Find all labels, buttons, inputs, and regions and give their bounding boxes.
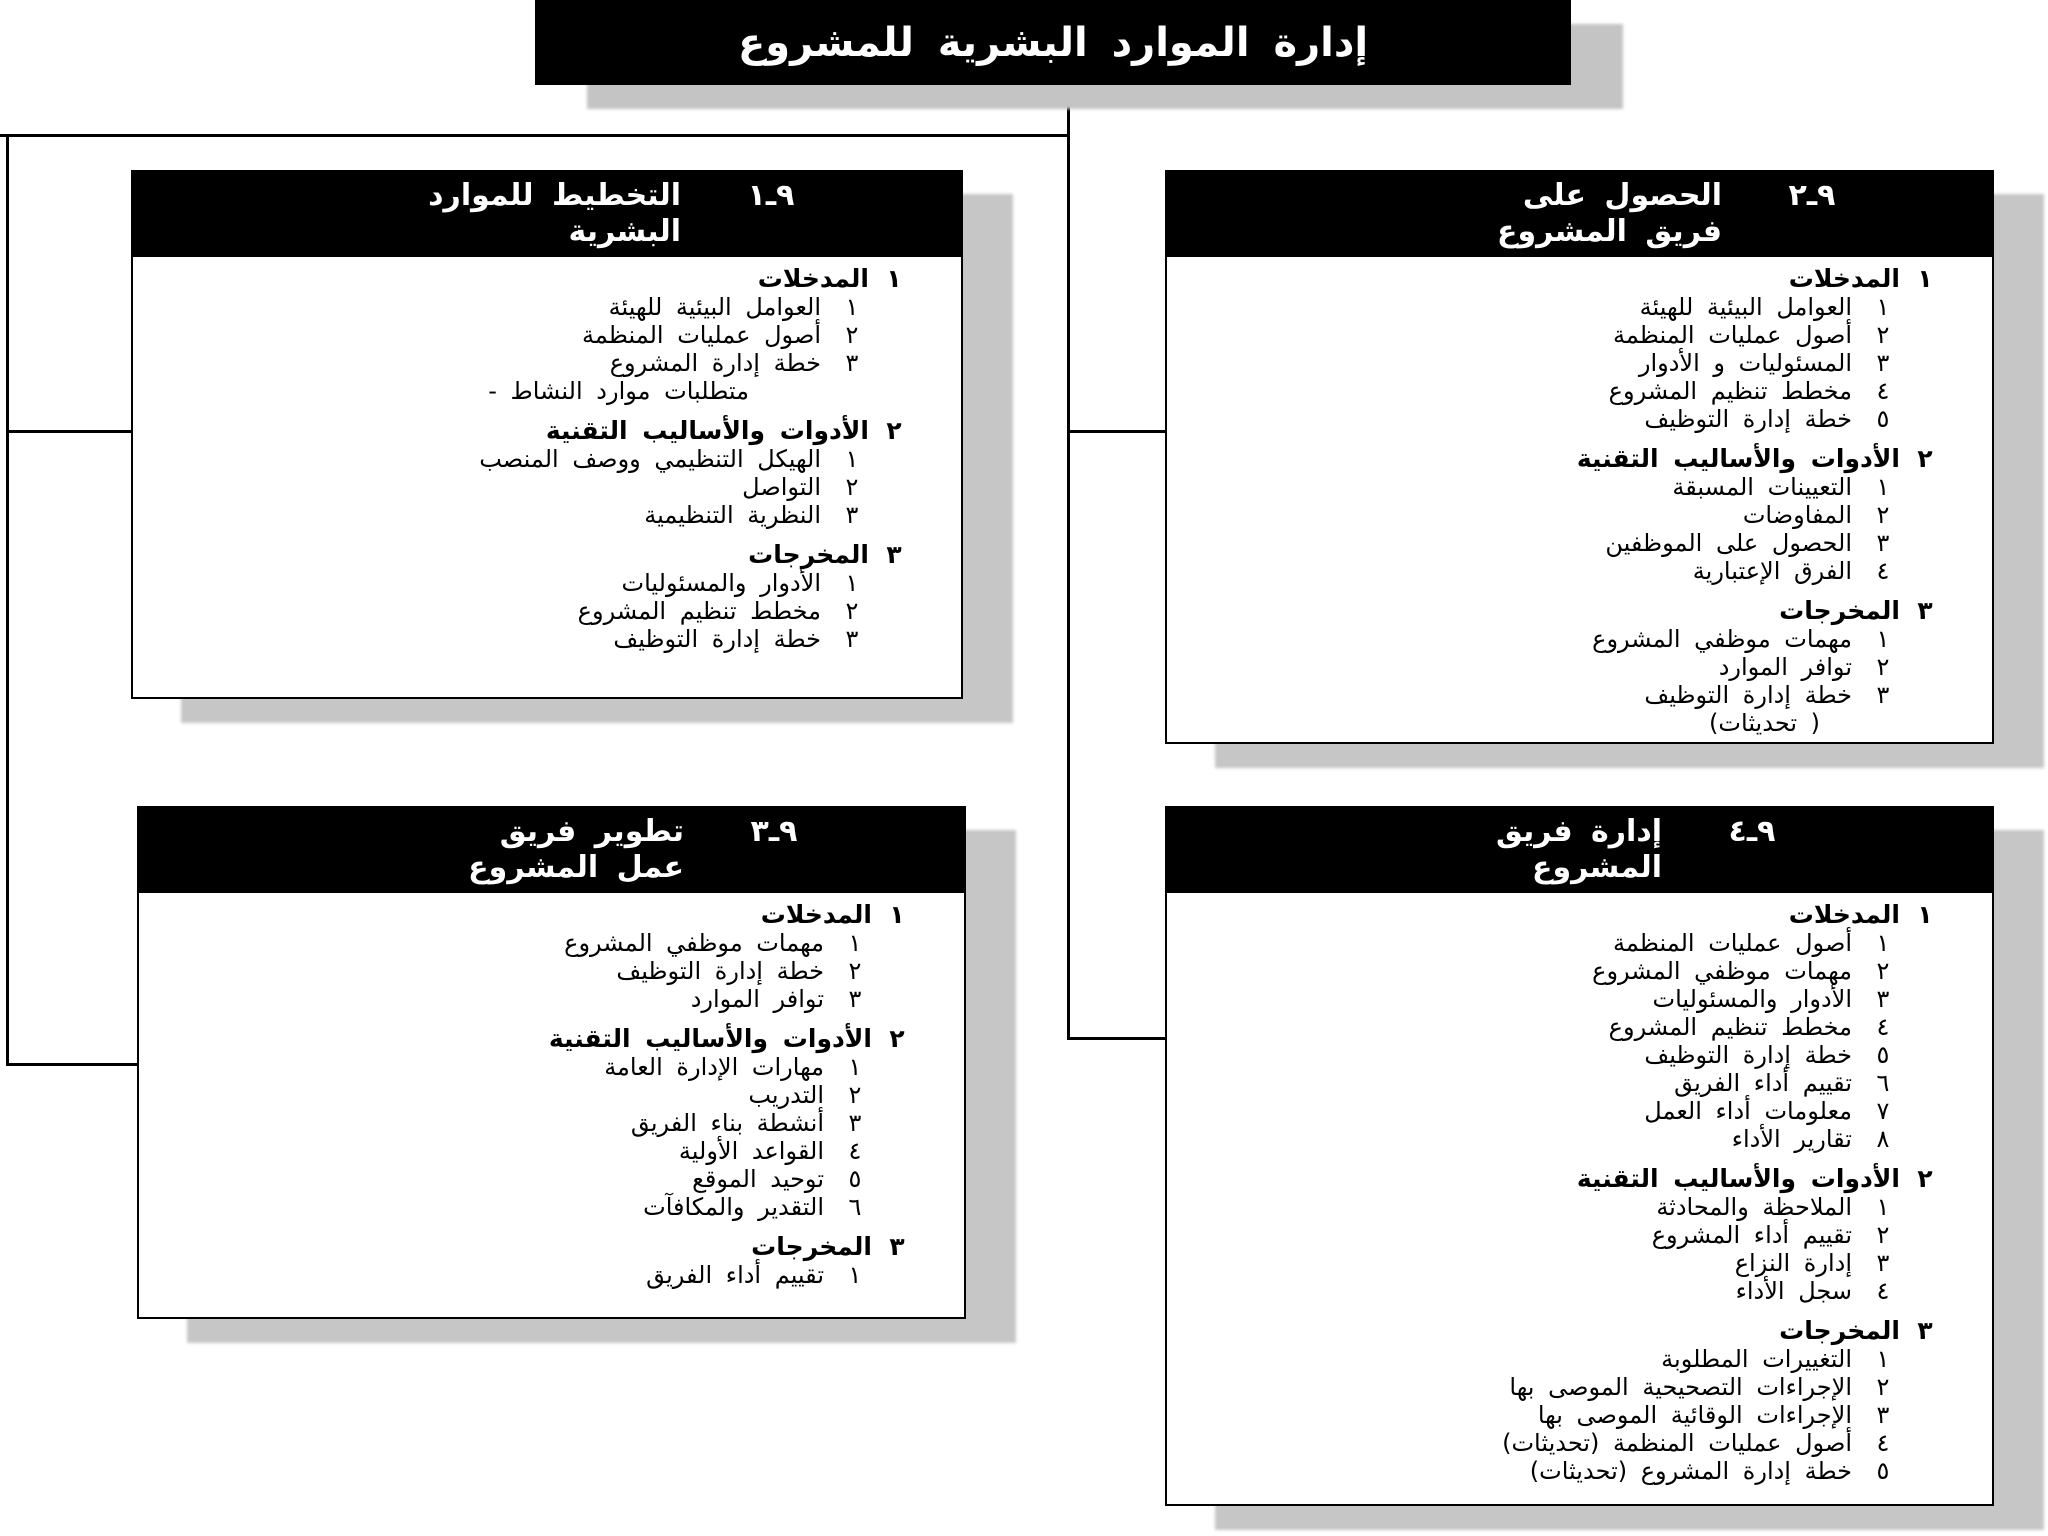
section-label: المدخلات xyxy=(1788,264,1900,293)
list-item xyxy=(1167,1221,1992,1249)
list-item xyxy=(1167,1041,1992,1069)
process-title-line: فريق المشروع xyxy=(1496,214,1722,249)
list-item xyxy=(1167,377,1992,405)
list-item xyxy=(1167,1249,1992,1277)
process-title-line: التخطيط للموارد xyxy=(428,178,681,213)
section-heading xyxy=(133,265,961,293)
item-text: خطة إدارة التوظيف xyxy=(616,957,824,985)
process-title xyxy=(1496,814,1662,886)
item-text: أصول عمليات المنظمة xyxy=(1613,321,1852,349)
item-number: ٣ xyxy=(845,625,859,653)
process-title-line: الحصول على xyxy=(1522,178,1722,213)
item-text: تقارير الأداء xyxy=(1731,1125,1852,1153)
section-number: ١ xyxy=(889,900,905,929)
item-text: تقييم أداء المشروع xyxy=(1651,1221,1852,1249)
item-number: ٢ xyxy=(1876,653,1890,681)
diagram-title: إدارة الموارد البشرية للمشروع xyxy=(737,19,1369,66)
process-number: ٩ـ١ xyxy=(747,178,795,213)
item-number: ١ xyxy=(848,1053,862,1081)
process-title-line: عمل المشروع xyxy=(468,850,684,885)
list-item xyxy=(1167,1457,1992,1485)
item-number: ١ xyxy=(1876,1193,1890,1221)
list-item xyxy=(1167,1345,1992,1373)
list-item xyxy=(1167,1193,1992,1221)
section-label: الأدوات والأساليب التقنية xyxy=(548,1024,872,1053)
section-number: ١ xyxy=(1917,264,1933,293)
list-item xyxy=(139,1193,964,1221)
list-item xyxy=(1167,1373,1992,1401)
item-number: ١ xyxy=(1876,1345,1890,1373)
section-label: المدخلات xyxy=(757,264,869,293)
process-box-header xyxy=(139,808,964,893)
item-text: معلومات أداء العمل xyxy=(1644,1097,1852,1125)
item-text: مخطط تنظيم المشروع xyxy=(577,597,821,625)
list-item xyxy=(1167,1097,1992,1125)
item-number: ٢ xyxy=(848,957,862,985)
list-item xyxy=(133,597,961,625)
section-label: الأدوات والأساليب التقنية xyxy=(1576,444,1900,473)
section-heading xyxy=(139,1025,964,1053)
list-item xyxy=(133,625,961,653)
process-title-line: المشروع xyxy=(1532,850,1662,885)
list-item xyxy=(133,293,961,321)
list-item xyxy=(1167,473,1992,501)
item-text: مهمات موظفي المشروع xyxy=(1592,625,1852,653)
item-text: خطة إدارة التوظيف xyxy=(1644,1041,1852,1069)
list-item xyxy=(1167,557,1992,585)
section-number: ٢ xyxy=(886,416,902,445)
list-item-continuation xyxy=(1167,709,1992,737)
list-item xyxy=(139,1165,964,1193)
process-box-9-1 xyxy=(131,170,963,699)
item-number: ٤ xyxy=(848,1137,862,1165)
process-box-header xyxy=(1167,808,1992,893)
list-item xyxy=(139,985,964,1013)
section-number: ٢ xyxy=(1917,444,1933,473)
item-text: مهمات موظفي المشروع xyxy=(1592,957,1852,985)
item-number: ٣ xyxy=(848,985,862,1013)
section-heading xyxy=(1167,445,1992,473)
list-item xyxy=(1167,1401,1992,1429)
item-number: ٤ xyxy=(1876,377,1890,405)
list-item xyxy=(1167,349,1992,377)
process-title-line: البشرية xyxy=(568,214,681,249)
section-heading xyxy=(1167,265,1992,293)
section-label: المخرجات xyxy=(748,540,869,569)
item-text: ( تحديثات) xyxy=(1709,709,1820,737)
process-title xyxy=(428,178,681,250)
list-item xyxy=(1167,405,1992,433)
item-text: سجل الأداء xyxy=(1735,1277,1852,1305)
section-heading xyxy=(133,541,961,569)
process-title xyxy=(468,814,684,886)
item-text: مهمات موظفي المشروع xyxy=(564,929,824,957)
item-text: توافر الموارد xyxy=(690,985,824,1013)
list-item xyxy=(133,349,961,377)
item-number: ٣ xyxy=(845,349,859,377)
section-label: المخرجات xyxy=(1779,596,1900,625)
connector-to-box-9-3 xyxy=(6,1063,137,1066)
item-text: خطة إدارة التوظيف xyxy=(1644,681,1852,709)
item-text: خطة إدارة المشروع xyxy=(609,349,821,377)
section-number: ٣ xyxy=(1917,596,1933,625)
section-heading xyxy=(139,901,964,929)
item-number: ٣ xyxy=(845,501,859,529)
connector-to-box-9-1 xyxy=(6,430,131,433)
process-box-body xyxy=(1167,893,1992,1485)
list-item xyxy=(1167,1069,1992,1097)
item-text: أصول عمليات المنظمة xyxy=(582,321,821,349)
section-heading xyxy=(1167,1165,1992,1193)
list-item xyxy=(1167,1013,1992,1041)
section-number: ٢ xyxy=(1917,1164,1933,1193)
item-number: ٥ xyxy=(1876,1041,1890,1069)
list-item xyxy=(1167,929,1992,957)
section-number: ٣ xyxy=(1917,1316,1933,1345)
section-heading xyxy=(1167,901,1992,929)
list-item xyxy=(1167,681,1992,709)
item-text: مخطط تنظيم المشروع xyxy=(1608,377,1852,405)
section-label: المدخلات xyxy=(760,900,872,929)
item-number: ٣ xyxy=(1876,681,1890,709)
section-number: ١ xyxy=(1917,900,1933,929)
list-item xyxy=(139,1137,964,1165)
process-title-line: تطوير فريق xyxy=(499,814,684,849)
item-number: ٥ xyxy=(848,1165,862,1193)
list-item xyxy=(1167,501,1992,529)
section-heading xyxy=(139,1233,964,1261)
item-text: العوامل البيئية للهيئة xyxy=(608,293,821,321)
connector-left-vertical xyxy=(6,134,9,1066)
item-text: الحصول على الموظفين xyxy=(1605,529,1852,557)
section-label: المدخلات xyxy=(1788,900,1900,929)
item-number: ٣ xyxy=(1876,349,1890,377)
section-number: ٣ xyxy=(889,1232,905,1261)
item-text: إدارة النزاع xyxy=(1734,1249,1852,1277)
process-box-9-2 xyxy=(1165,170,1994,744)
section-heading xyxy=(1167,1317,1992,1345)
list-item xyxy=(139,1053,964,1081)
section-number: ٢ xyxy=(889,1024,905,1053)
item-number: ٥ xyxy=(1876,1457,1890,1485)
process-title-line: إدارة فريق xyxy=(1496,814,1662,849)
item-number: ٤ xyxy=(1876,1429,1890,1457)
process-number: ٩ـ٤ xyxy=(1728,814,1776,849)
item-number: ٨ xyxy=(1876,1125,1890,1153)
item-number: ٣ xyxy=(1876,529,1890,557)
item-number: ٢ xyxy=(1876,321,1890,349)
list-item xyxy=(1167,957,1992,985)
item-number: ٣ xyxy=(1876,1401,1890,1429)
item-text: خطة إدارة المشروع (تحديثات) xyxy=(1529,1457,1852,1485)
process-box-header xyxy=(133,172,961,257)
item-text: الفرق الإعتبارية xyxy=(1692,557,1852,585)
connector-to-box-9-2 xyxy=(1067,430,1165,433)
item-text: خطة إدارة التوظيف xyxy=(1644,405,1852,433)
item-number: ١ xyxy=(845,445,859,473)
list-item xyxy=(139,929,964,957)
item-text: التعيينات المسبقة xyxy=(1672,473,1852,501)
process-box-body xyxy=(133,257,961,653)
item-number: ٣ xyxy=(1876,985,1890,1013)
list-sub-item xyxy=(133,377,961,405)
item-text: التقدير والمكافآت xyxy=(643,1193,824,1221)
list-item xyxy=(133,321,961,349)
process-number: ٩ـ٢ xyxy=(1788,178,1836,213)
item-text: التدريب xyxy=(748,1081,824,1109)
process-box-9-4 xyxy=(1165,806,1994,1506)
list-item xyxy=(139,957,964,985)
connector-top-horizontal xyxy=(0,134,1070,137)
item-text: الإجراءات التصحيحية الموصى بها xyxy=(1509,1373,1852,1401)
item-text: المسئوليات و الأدوار xyxy=(1638,349,1852,377)
item-number: ٢ xyxy=(848,1081,862,1109)
item-text: خطة إدارة التوظيف xyxy=(613,625,821,653)
list-item xyxy=(133,569,961,597)
section-label: المخرجات xyxy=(751,1232,872,1261)
item-text: التغييرات المطلوبة xyxy=(1661,1345,1852,1373)
diagram-title-box xyxy=(535,0,1571,85)
process-number: ٩ـ٣ xyxy=(750,814,798,849)
section-number: ٣ xyxy=(886,540,902,569)
item-text: أنشطة بناء الفريق xyxy=(630,1109,824,1137)
list-item xyxy=(133,445,961,473)
item-number: ١ xyxy=(1876,473,1890,501)
item-number: ٥ xyxy=(1876,405,1890,433)
list-item xyxy=(133,501,961,529)
item-text: المفاوضات xyxy=(1742,501,1852,529)
item-text: التواصل xyxy=(742,473,821,501)
item-text: توافر الموارد xyxy=(1718,653,1852,681)
item-number: ١ xyxy=(1876,929,1890,957)
section-heading xyxy=(133,417,961,445)
item-number: ٦ xyxy=(848,1193,862,1221)
item-number: ٢ xyxy=(1876,1373,1890,1401)
list-item xyxy=(133,473,961,501)
item-number: ٧ xyxy=(1876,1097,1890,1125)
item-number: ٢ xyxy=(1876,1221,1890,1249)
item-number: ٢ xyxy=(1876,501,1890,529)
section-label: المخرجات xyxy=(1779,1316,1900,1345)
item-text: تقييم أداء الفريق xyxy=(646,1261,824,1289)
item-text: الأدوار والمسئوليات xyxy=(1652,985,1852,1013)
list-item xyxy=(1167,293,1992,321)
connector-main-vertical xyxy=(1067,85,1070,1040)
connector-to-box-9-4 xyxy=(1067,1037,1165,1040)
item-text: أصول عمليات المنظمة (تحديثات) xyxy=(1502,1429,1852,1457)
list-item xyxy=(1167,985,1992,1013)
list-item xyxy=(139,1261,964,1289)
list-item xyxy=(1167,321,1992,349)
item-number: ٤ xyxy=(1876,557,1890,585)
item-number: ١ xyxy=(1876,625,1890,653)
item-number: ٢ xyxy=(845,321,859,349)
item-text: الإجراءات الوقائية الموصى بها xyxy=(1537,1401,1852,1429)
list-item xyxy=(1167,625,1992,653)
item-text: مهارات الإدارة العامة xyxy=(604,1053,824,1081)
process-title xyxy=(1497,178,1722,250)
list-item xyxy=(1167,1125,1992,1153)
item-number: ٤ xyxy=(1876,1013,1890,1041)
item-number: ٦ xyxy=(1876,1069,1890,1097)
item-number: ١ xyxy=(845,569,859,597)
process-box-header xyxy=(1167,172,1992,257)
item-number: ٢ xyxy=(845,597,859,625)
item-number: ٣ xyxy=(848,1109,862,1137)
list-item xyxy=(139,1109,964,1137)
list-item xyxy=(1167,529,1992,557)
section-heading xyxy=(1167,597,1992,625)
item-text: توحيد الموقع xyxy=(692,1165,824,1193)
item-number: ٤ xyxy=(1876,1277,1890,1305)
item-text: - متطلبات موارد النشاط xyxy=(488,377,749,405)
process-box-body xyxy=(139,893,964,1289)
item-text: العوامل البيئية للهيئة xyxy=(1639,293,1852,321)
item-number: ١ xyxy=(1876,293,1890,321)
item-text: القواعد الأولية xyxy=(678,1137,824,1165)
item-text: الأدوار والمسئوليات xyxy=(621,569,821,597)
item-number: ٢ xyxy=(845,473,859,501)
section-label: الأدوات والأساليب التقنية xyxy=(545,416,869,445)
process-box-9-3 xyxy=(137,806,966,1319)
item-number: ١ xyxy=(848,929,862,957)
section-label: الأدوات والأساليب التقنية xyxy=(1576,1164,1900,1193)
item-number: ١ xyxy=(848,1261,862,1289)
process-box-body xyxy=(1167,257,1992,737)
item-text: تقييم أداء الفريق xyxy=(1674,1069,1852,1097)
list-item xyxy=(1167,653,1992,681)
item-number: ٢ xyxy=(1876,957,1890,985)
item-number: ٣ xyxy=(1876,1249,1890,1277)
item-number: ١ xyxy=(845,293,859,321)
item-text: أصول عمليات المنظمة xyxy=(1613,929,1852,957)
item-text: النظرية التنظيمية xyxy=(644,501,821,529)
item-text: مخطط تنظيم المشروع xyxy=(1608,1013,1852,1041)
list-item xyxy=(1167,1277,1992,1305)
item-text: الهيكل التنظيمي ووصف المنصب xyxy=(479,445,821,473)
list-item xyxy=(1167,1429,1992,1457)
item-text: الملاحظة والمحادثة xyxy=(1656,1193,1852,1221)
list-item xyxy=(139,1081,964,1109)
section-number: ١ xyxy=(886,264,902,293)
